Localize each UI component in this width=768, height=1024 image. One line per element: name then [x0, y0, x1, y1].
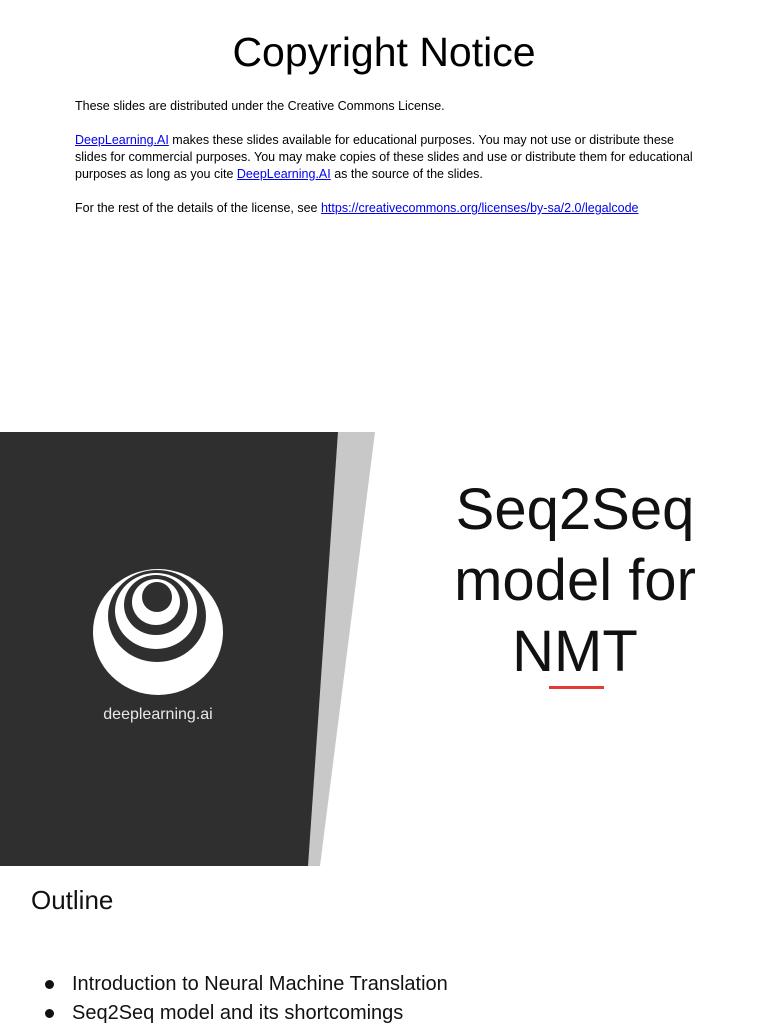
- outline-item-label: Introduction to Neural Machine Translation: [72, 973, 448, 995]
- outline-slide: [0, 866, 768, 1024]
- copyright-title: Copyright Notice: [232, 29, 536, 75]
- license-statement: These slides are distributed under the Creative Commons License.: [75, 99, 445, 113]
- usage-text: makes these slides available for educational purposes. You may not use or distribute these slides for commercial purposes. You may make copies of these slides and use or distribute them for educational purposes as long as you cite: [75, 133, 693, 181]
- license-details-paragraph: [75, 200, 700, 217]
- title-slide: [0, 432, 768, 866]
- deeplearning-ai-cite-link[interactable]: DeepLearning.AI: [236, 167, 331, 181]
- outline-title: Outline: [31, 885, 114, 915]
- license-details-text: For the rest of the details of the license, see: [75, 201, 321, 215]
- slide-title-line-3: NMT: [512, 619, 638, 684]
- usage-text-end: as the source of the slides.: [330, 167, 483, 181]
- deeplearning-logo-icon: [93, 569, 223, 695]
- outline-item-label: Seq2Seq model and its shortcomings: [72, 1002, 404, 1024]
- outline-item: [43, 970, 448, 999]
- title-accent-rule: [549, 686, 604, 689]
- outline-list: [43, 970, 448, 1024]
- outline-item: [43, 999, 448, 1024]
- brand-name: deeplearning.ai: [103, 706, 213, 723]
- copyright-slide: [0, 0, 768, 432]
- deeplearning-ai-link[interactable]: DeepLearning.AI: [75, 133, 169, 147]
- copyright-body: [75, 98, 700, 234]
- slide-title-line-2: model for: [454, 548, 696, 613]
- slide-title-line-1: Seq2Seq: [455, 477, 695, 542]
- license-url-link[interactable]: https://creativecommons.org/licenses/by-sa/2.0/legalcode: [320, 201, 639, 215]
- slide-title: [420, 474, 730, 687]
- bullet-icon: [45, 980, 54, 989]
- bullet-icon: [45, 1009, 54, 1018]
- usage-paragraph: [75, 132, 700, 183]
